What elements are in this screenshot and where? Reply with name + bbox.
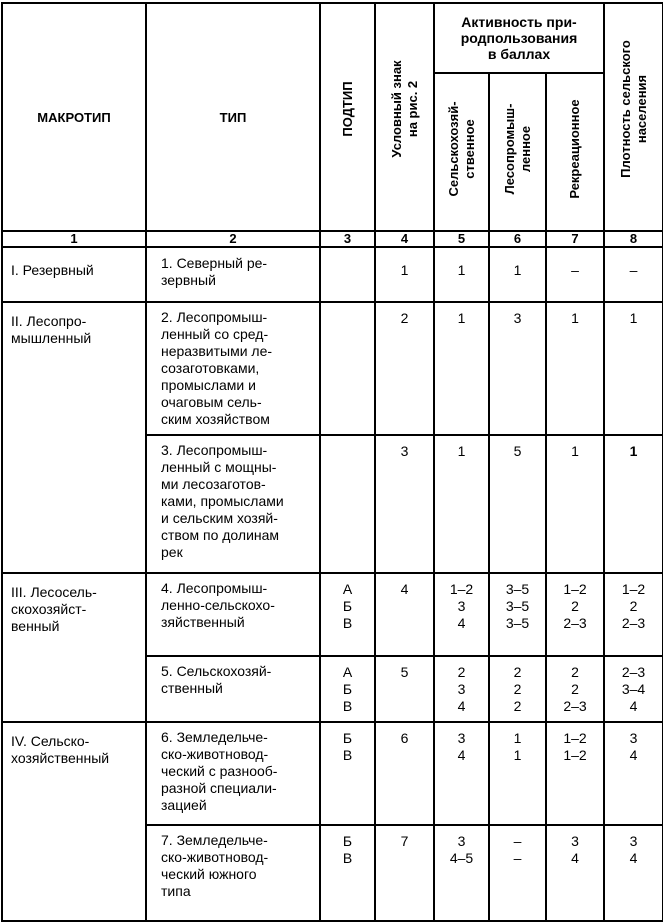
column-number: 2 [146,231,320,247]
column-number: 5 [434,231,489,247]
macrotype-cell: III. Лесосель- скохозяйст- венный [2,573,146,656]
header-recreational-label: Рекреационное [567,99,582,199]
density-cell: 1 [604,302,663,435]
type-cell: 3. Лесопромыш- ленный с мощны- ми лесозаготов- ками, промыслами и сельским хозяй- ством по долинам рек [146,435,320,573]
header-forestry [489,73,546,231]
recreational-cell: – [546,247,604,302]
type-cell: 4. Лесопромыш- ленно-сельскохо- зяйственный [146,573,320,656]
agricultural-cell: 2 3 4 [434,656,489,722]
header-symbol [375,3,434,231]
density-cell: 2–3 3–4 4 [604,656,663,722]
symbol-cell: 1 [375,247,434,302]
header-density-label: Плотность сельского населения [617,40,649,178]
recreational-cell: 2 2 2–3 [546,656,604,722]
recreational-cell: 1–2 1–2 [546,722,604,825]
header-macrotype: МАКРОТИП [2,3,146,231]
forestry-cell: – – [489,825,546,921]
subtype-cell [320,302,375,435]
subtype-cell: Б В [320,825,375,921]
table-row [2,722,663,825]
density-cell: 3 4 [604,722,663,825]
column-number: 4 [375,231,434,247]
density-cell: 1 [604,435,663,573]
recreational-cell: 1 [546,302,604,435]
subtype-cell [320,435,375,573]
symbol-cell: 3 [375,435,434,573]
macrotype-cell [2,435,146,573]
header-subtype-label: ПОДТИП [339,81,355,137]
subtype-cell: Б В [320,722,375,825]
agricultural-cell: 3 4–5 [434,825,489,921]
table-row [2,825,663,921]
recreational-cell: 1–2 2 2–3 [546,573,604,656]
agricultural-cell: 1 [434,435,489,573]
forestry-cell: 3 [489,302,546,435]
recreational-cell: 3 4 [546,825,604,921]
column-number: 8 [604,231,663,247]
forestry-cell: 1 [489,247,546,302]
type-cell: 6. Земледельче- ско-животновод- ческий с разнооб- разной специали- зацией [146,722,320,825]
recreational-cell: 1 [546,435,604,573]
symbol-cell: 6 [375,722,434,825]
table-row [2,656,663,722]
forestry-cell: 1 1 [489,722,546,825]
density-cell: – [604,247,663,302]
column-number: 6 [489,231,546,247]
density-cell: 3 4 [604,825,663,921]
table-row [2,435,663,573]
column-number: 1 [2,231,146,247]
header-subtype [320,3,375,231]
forestry-cell: 3–5 3–5 3–5 [489,573,546,656]
header-type: ТИП [146,3,320,231]
table-row [2,247,663,302]
forestry-cell: 2 2 2 [489,656,546,722]
table-row [2,302,663,435]
subtype-cell: А Б В [320,656,375,722]
agricultural-cell: 1 [434,247,489,302]
macrotype-cell: II. Лесопро- мышленный [2,302,146,435]
column-number-row [2,231,663,247]
macrotype-cell [2,825,146,921]
density-cell: 1–2 2 2–3 [604,573,663,656]
header-row-top [2,3,663,73]
header-recreational [546,73,604,231]
header-activity-group: Активность при- родпользования в баллах [434,3,604,73]
macrotype-cell: IV. Сельско- хозяйственный [2,722,146,825]
symbol-cell: 2 [375,302,434,435]
type-cell: 5. Сельскохозяй- ственный [146,656,320,722]
header-agricultural-label: Сельскохозяй- ственное [445,101,477,197]
type-cell: 2. Лесопромыш- ленный со сред- неразвитыми ле- созаготовками, промыслами и очаговым сель- ским хозяйством [146,302,320,435]
header-density [604,3,663,231]
agricultural-cell: 3 4 [434,722,489,825]
nature-use-types-table [1,2,663,922]
agricultural-cell: 1–2 3 4 [434,573,489,656]
column-number: 7 [546,231,604,247]
subtype-cell [320,247,375,302]
macrotype-cell: I. Резервный [2,247,146,302]
agricultural-cell: 1 [434,302,489,435]
header-agricultural [434,73,489,231]
macrotype-cell [2,656,146,722]
symbol-cell: 5 [375,656,434,722]
type-cell: 7. Земледельче- ско-животновод- ческий южного типа [146,825,320,921]
forestry-cell: 5 [489,435,546,573]
type-cell: 1. Северный ре- зервный [146,247,320,302]
symbol-cell: 7 [375,825,434,921]
subtype-cell: А Б В [320,573,375,656]
symbol-cell: 4 [375,573,434,656]
header-forestry-label: Лесопромыш- ленное [501,103,533,195]
header-symbol-label: Условный знак на рис. 2 [388,60,420,158]
table-row [2,573,663,656]
column-number: 3 [320,231,375,247]
